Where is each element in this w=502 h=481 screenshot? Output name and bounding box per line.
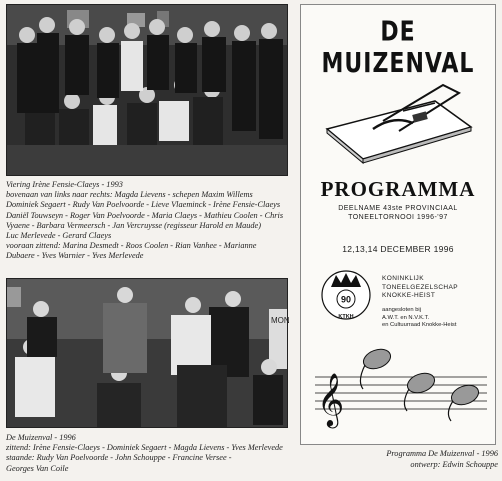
top-photo-caption — [6, 180, 283, 262]
caption-line: Georges Van Coile — [6, 463, 69, 473]
caption-line: staande: Rudy Van Poelvoorde - John Schouppe - Francine Versee - — [6, 453, 232, 463]
org-line: KNOKKE-HEIST — [382, 292, 436, 299]
program-caption — [386, 449, 498, 470]
deelname-line: TONEELTORNOOI 1996-'97 — [348, 214, 448, 221]
organization-name — [382, 275, 458, 301]
organization-affiliation — [382, 307, 456, 330]
caption-line: ontwerp: Edwin Schouppe — [410, 459, 498, 469]
treble-clef-icon: 𝄞 — [317, 372, 345, 426]
group-photo-icon — [7, 5, 287, 175]
caption-line: zittend: Irène Fensie-Claeys - Dominiek Segaert - Magda Lievens - Yves Merlevede — [6, 443, 283, 453]
crown-emblem-icon — [319, 267, 373, 323]
mouse-note-icon — [404, 370, 437, 411]
caption-line: Dubaere - Yves Warnier - Yves Merlevede — [6, 251, 144, 261]
mousetrap-icon — [323, 71, 475, 163]
emblem-number: 90 — [340, 294, 352, 305]
caption-line: Dominiek Segaert - Rudy Van Poelvoorde - Lieve Vlaeminck - Irène Fensie-Claeys — [6, 200, 281, 210]
bottom-group-photo — [6, 278, 288, 428]
caption-line: vooraan zittend: Marina Desmedt - Roos Coolen - Rian Vanhee - Marianne — [6, 241, 257, 251]
caption-line: Vyaene - Barbara Vermeersch - Jan Vercruysse (regisseur Harold en Maude) — [6, 220, 261, 230]
org-small-line: en Cultuurraad Knokke-Heist — [382, 322, 457, 328]
program-cover — [300, 4, 496, 445]
caption-line: Viering Irène Fensie-Claeys - 1993 — [6, 180, 123, 189]
music-staff-icon — [313, 343, 489, 426]
mouse-note-icon — [360, 346, 393, 389]
caption-line: Luc Merlevede - Gerard Claeys — [6, 231, 112, 241]
deelname-line: DEELNAME 43ste PROVINCIAAL — [338, 205, 458, 212]
program-dates: 12,13,14 DECEMBER 1996 — [342, 244, 454, 254]
emblem-letters: KTKH — [338, 314, 354, 320]
program-title: DE MUIZENVAL — [321, 16, 475, 80]
group-photo-icon — [7, 279, 290, 427]
caption-line: bovenaan van links naar rechts: Magda Lievens - schepen Maxim Willems — [6, 190, 253, 200]
program-deelname — [301, 204, 495, 222]
org-small-line: A.W.T. en N.V.K.T. — [382, 314, 430, 321]
org-small-line: aangesloten bij — [382, 307, 421, 313]
caption-line: Programma De Muizenval - 1996 — [386, 449, 498, 458]
program-subtitle: PROGRAMMA — [320, 177, 476, 201]
org-line: KONINKLIJK — [382, 275, 424, 282]
caption-line: Daniël Touwseyn - Roger Van Poelvoorde - Maria Claeys - Mathieu Coolen - Chris — [6, 210, 284, 220]
sign-text: MON — [271, 316, 290, 325]
caption-line: De Muizenval - 1996 — [6, 433, 76, 442]
top-group-photo — [6, 4, 288, 176]
org-line: TONEELGEZELSCHAP — [382, 283, 458, 291]
bottom-photo-caption — [6, 433, 283, 474]
